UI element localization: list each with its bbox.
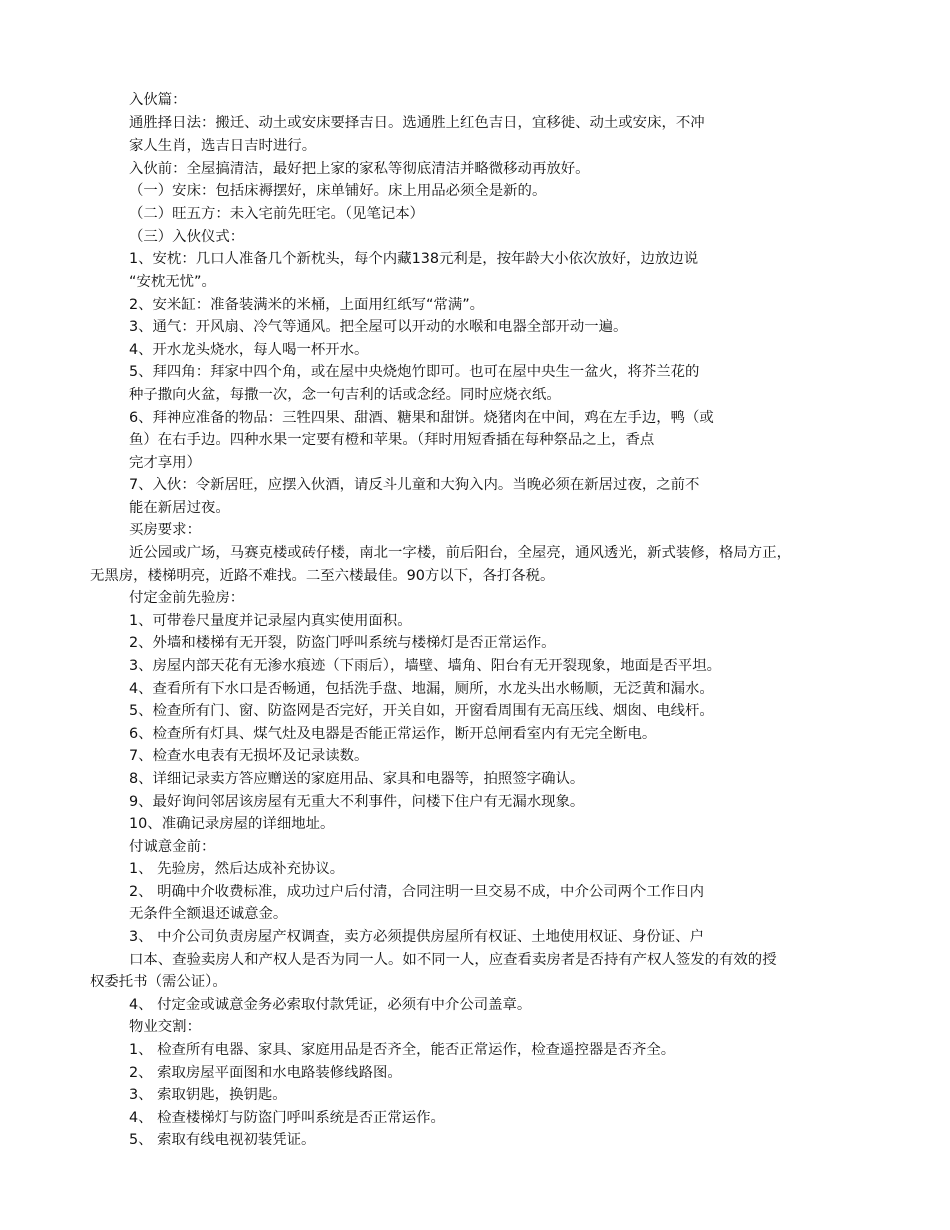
text-line: 权委托书（需公证）。 xyxy=(90,974,227,990)
list-item: 2、 索取房屋平面图和水电路装修线路图。 xyxy=(129,1065,402,1081)
list-item: 2、安米缸：准备装满米的米桶，上面用红纸写“常满”。 xyxy=(129,297,485,313)
text-line: （一）安床：包括床褥摆好，床单铺好。床上用品必须全是新的。 xyxy=(129,183,547,199)
list-item: 1、可带卷尺量度并记录屋内真实使用面积。 xyxy=(129,613,412,629)
text-line: 近公园或广场，马赛克楼或砖仔楼，南北一字楼，前后阳台，全屋亮，通风透光，新式装修，格局方正， xyxy=(129,545,791,561)
list-item: 1、 先验房，然后达成补充协议。 xyxy=(129,861,345,877)
list-item: 4、开水龙头烧水，每人喝一杯开水。 xyxy=(129,342,369,358)
list-item: 5、拜四角：拜家中四个角，或在屋中央烧炮竹即可。也可在屋中央生一盆火，将芥兰花的 xyxy=(129,364,700,380)
text-line: 完才享用） xyxy=(129,455,201,471)
text-line: 口本、查验卖房人和产权人是否为同一人。如不同一人，应查看卖房者是否持有产权人签发的有效的授 xyxy=(129,952,777,968)
list-item: 3、 中介公司负责房屋产权调查，卖方必须提供房屋所有权证、土地使用权证、身份证、户 xyxy=(129,929,704,945)
heading-buying-requirements: 买房要求： xyxy=(129,522,201,538)
list-item: 3、 索取钥匙，换钥匙。 xyxy=(129,1087,287,1103)
heading-inspection: 付定金前先验房： xyxy=(129,590,245,606)
text-line: （三）入伙仪式： xyxy=(129,229,245,245)
list-item: 2、外墙和楼梯有无开裂，防盗门呼叫系统与楼梯灯是否正常运作。 xyxy=(129,635,556,651)
text-line: 家人生肖，选吉日吉时进行。 xyxy=(129,138,317,154)
list-item: 4、 检查楼梯灯与防盗门呼叫系统是否正常运作。 xyxy=(129,1110,445,1126)
list-item: 3、通气：开风扇、冷气等通风。把全屋可以开动的水喉和电器全部开动一遍。 xyxy=(129,319,628,335)
list-item: 3、房屋内部天花有无渗水痕迹（下雨后），墙壁、墙角、阳台有无开裂现象，地面是否平坦。 xyxy=(129,658,721,674)
list-item: 5、检查所有门、窗、防盗网是否完好，开关自如，开窗看周围有无高压线、烟囱、电线杆。 xyxy=(129,703,714,719)
text-line: 无黑房，楼梯明亮，近路不难找。二至六楼最佳。90方以下，各打各税。 xyxy=(90,568,555,584)
text-line: “安枕无忧”。 xyxy=(129,274,216,290)
list-item: 5、 索取有线电视初装凭证。 xyxy=(129,1132,316,1148)
text-line: 鱼）在右手边。四种水果一定要有橙和苹果。（拜时用短香插在每种祭品之上，香点 xyxy=(129,432,655,448)
text-line: 能在新居过夜。 xyxy=(129,500,230,516)
list-item: 4、查看所有下水口是否畅通，包括洗手盘、地漏，厕所，水龙头出水畅顺，无泛黄和漏水。 xyxy=(129,681,714,697)
heading-deposit: 付诚意金前： xyxy=(129,839,216,855)
list-item: 7、检查水电表有无损坏及记录读数。 xyxy=(129,748,369,764)
heading-handover: 物业交割： xyxy=(129,1019,201,1035)
list-item: 10、准确记录房屋的详细地址。 xyxy=(129,816,335,832)
list-item: 9、最好询问邻居该房屋有无重大不利事件，问楼下住户有无漏水现象。 xyxy=(129,794,585,810)
list-item: 8、详细记录卖方答应赠送的家庭用品、家具和电器等，拍照签字确认。 xyxy=(129,771,585,787)
list-item: 7、入伙：令新居旺，应摆入伙酒，请反斗儿童和大狗入内。当晚必须在新居过夜，之前不 xyxy=(129,477,700,493)
list-item: 2、 明确中介收费标准，成功过户后付清，合同注明一旦交易不成，中介公司两个工作日内 xyxy=(129,884,704,900)
text-line: 通胜择日法：搬迁、动土或安床要择吉日。选通胜上红色吉日，宜移徙、动土或安床，不冲 xyxy=(129,115,705,131)
list-item: 4、 付定金或诚意金务必索取付款凭证，必须有中介公司盖章。 xyxy=(129,997,532,1013)
text-line: 种子撒向火盆，每撒一次，念一句吉利的话或念经。同时应烧衣纸。 xyxy=(129,387,561,403)
list-item: 1、安枕：几口人准备几个新枕头，每个内藏138元利是，按年龄大小依次放好，边放边说 xyxy=(129,251,699,267)
list-item: 6、检查所有灯具、煤气灶及电器是否能正常运作，断开总闸看室内有无完全断电。 xyxy=(129,726,657,742)
list-item: 1、 检查所有电器、家具、家庭用品是否齐全，能否正常运作，检查遥控器是否齐全。 xyxy=(129,1042,676,1058)
text-line: 入伙前：全屋搞清洁，最好把上家的家私等彻底清洁并略微移动再放好。 xyxy=(129,161,590,177)
heading-move-in: 入伙篇： xyxy=(129,92,187,108)
list-item: 6、拜神应准备的物品：三牲四果、甜酒、糖果和甜饼。烧猪肉在中间，鸡在左手边，鸭（或 xyxy=(129,410,714,426)
text-line: （二）旺五方：未入宅前先旺宅。（见笔记本） xyxy=(129,206,425,222)
text-line: 无条件全额退还诚意金。 xyxy=(129,906,288,922)
